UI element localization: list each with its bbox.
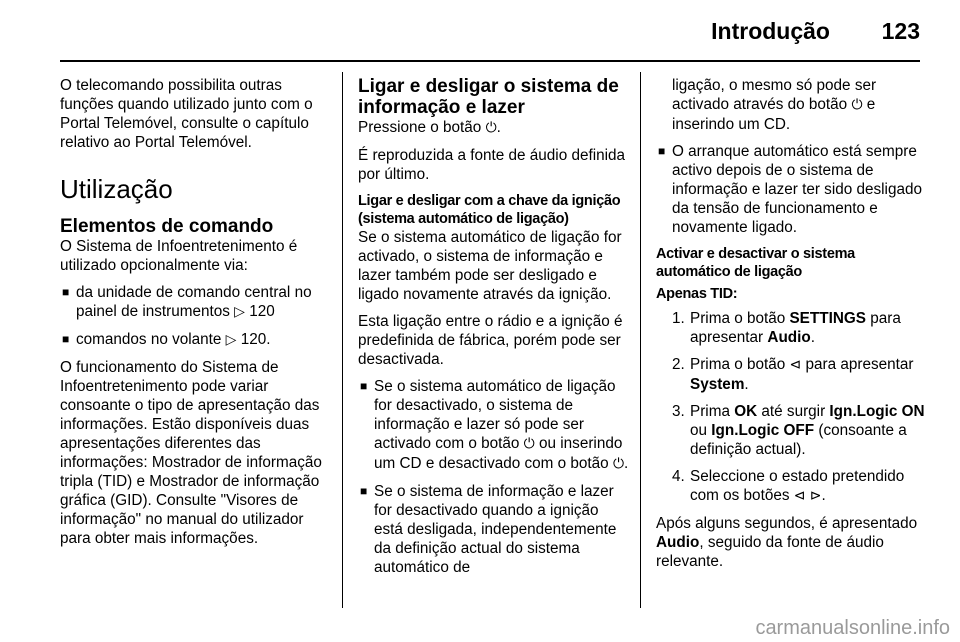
column-2 xyxy=(358,76,630,585)
left-arrow-icon: ⊲ xyxy=(793,488,806,504)
page-header xyxy=(60,0,920,62)
paragraph: É reproduzida a fonte de áudio definida por último. xyxy=(358,147,626,183)
paragraph: Após alguns segundos, é apresentado Audio, seguido da fonte de áudio relevante. xyxy=(656,515,918,570)
column-1 xyxy=(60,76,330,556)
minor-heading: Ligar e desligar com a chave da ignição (sistema automático de ligação) xyxy=(358,193,621,227)
bullet-icon: ■ xyxy=(360,379,368,393)
paragraph: ligação, o mesmo só pode ser activado através do botão ⏻ e inserindo um CD. xyxy=(672,77,877,133)
list-item: 1. Prima o botão SETTINGS para apresentar Audio. xyxy=(672,310,901,346)
back-arrow-icon: ⊲ xyxy=(789,357,802,373)
list-item: ■ Se o sistema de informação e lazer for desactivado quando a ignição está desligada, independentemente da definição actual do sistema automático de xyxy=(360,483,617,576)
column-3 xyxy=(656,76,926,579)
column-divider xyxy=(342,72,343,608)
page-ref-arrow-icon: ▷ xyxy=(234,304,245,320)
column-divider xyxy=(640,72,641,608)
bullet-icon: ■ xyxy=(62,285,70,299)
paragraph: O Sistema de Infoentretenimento é utilizado opcionalmente via: xyxy=(60,238,298,274)
page-ref-arrow-icon: ▷ xyxy=(225,332,237,348)
minor-heading: Activar e desactivar o sistema automático de ligação xyxy=(656,246,855,280)
list-item: ■ da unidade de comando central no painel de instrumentos ▷ 120 xyxy=(62,284,312,320)
list-item: 2. Prima o botão ⊲ para apresentar System. xyxy=(672,356,914,393)
bullet-icon: ■ xyxy=(360,484,368,498)
page-ref[interactable]: 120. xyxy=(240,331,271,348)
subsection-title: Ligar e desligar o sistema de informação e lazer xyxy=(358,76,619,118)
paragraph: Esta ligação entre o rádio e a ignição é predefinida de fábrica, porém pode ser desactivada. xyxy=(358,313,623,368)
paragraph: O funcionamento do Sistema de Infoentretenimento pode variar consoante o tipo de apresentação das informações. Estão disponíveis duas apresentações diferentes das informações: Mostrador de informação tripla (TID) e Mostrador de informação gráfica (GID). Consulte "Visores de informação" no manual do utilizador para obter mais informações. xyxy=(60,359,322,547)
list-item: 4. Seleccione o estado pretendido com os botões ⊲ ⊳. xyxy=(672,468,905,504)
right-arrow-icon: ⊳ xyxy=(809,488,822,504)
watermark: carmanualsonline.info xyxy=(755,617,950,639)
power-icon: ⏻ xyxy=(523,436,535,452)
paragraph: Se o sistema automático de ligação for activado, o sistema de informação e lazer também pode ser desligado e ligado novamente através da ignição. xyxy=(358,229,622,303)
intro-paragraph: O telecomando possibilita outras funções quando utilizado junto com o Portal Telemóvel, consulte o capítulo relativo ao Portal Telemóvel. xyxy=(60,77,313,151)
list-item: ■ O arranque automático está sempre activo depois de o sistema de informação e lazer ter sido desligado da tensão de funcionamento e novamente ligado. xyxy=(658,143,922,236)
bullet-icon: ■ xyxy=(658,144,666,158)
power-icon: ⏻ xyxy=(612,456,625,472)
page-number: 123 xyxy=(881,18,920,44)
list-item: ■ comandos no volante ▷ 120. xyxy=(62,331,271,348)
section-title: Utilização xyxy=(60,174,173,204)
list-item: 3. Prima OK até surgir Ign.Logic ON ou Ign.Logic OFF (consoante a definição actual). xyxy=(672,403,925,458)
page-ref[interactable]: 120 xyxy=(249,303,275,320)
page-title: Introdução xyxy=(711,18,830,44)
power-icon: ⏻ xyxy=(851,97,863,113)
bullet-icon: ■ xyxy=(62,332,70,346)
header-rule xyxy=(60,60,920,62)
subsection-title: Elementos de comando xyxy=(60,216,274,237)
power-icon: ⏻ xyxy=(485,120,497,136)
minor-heading: Apenas TID: xyxy=(656,286,738,302)
list-item: ■ Se o sistema automático de ligação for desactivado, o sistema de informação e lazer só pode ser activado com o botão ⏻ ou inserindo um CD e desactivado com o botão ⏻. xyxy=(360,378,629,472)
paragraph: Pressione o botão ⏻. xyxy=(358,119,501,136)
